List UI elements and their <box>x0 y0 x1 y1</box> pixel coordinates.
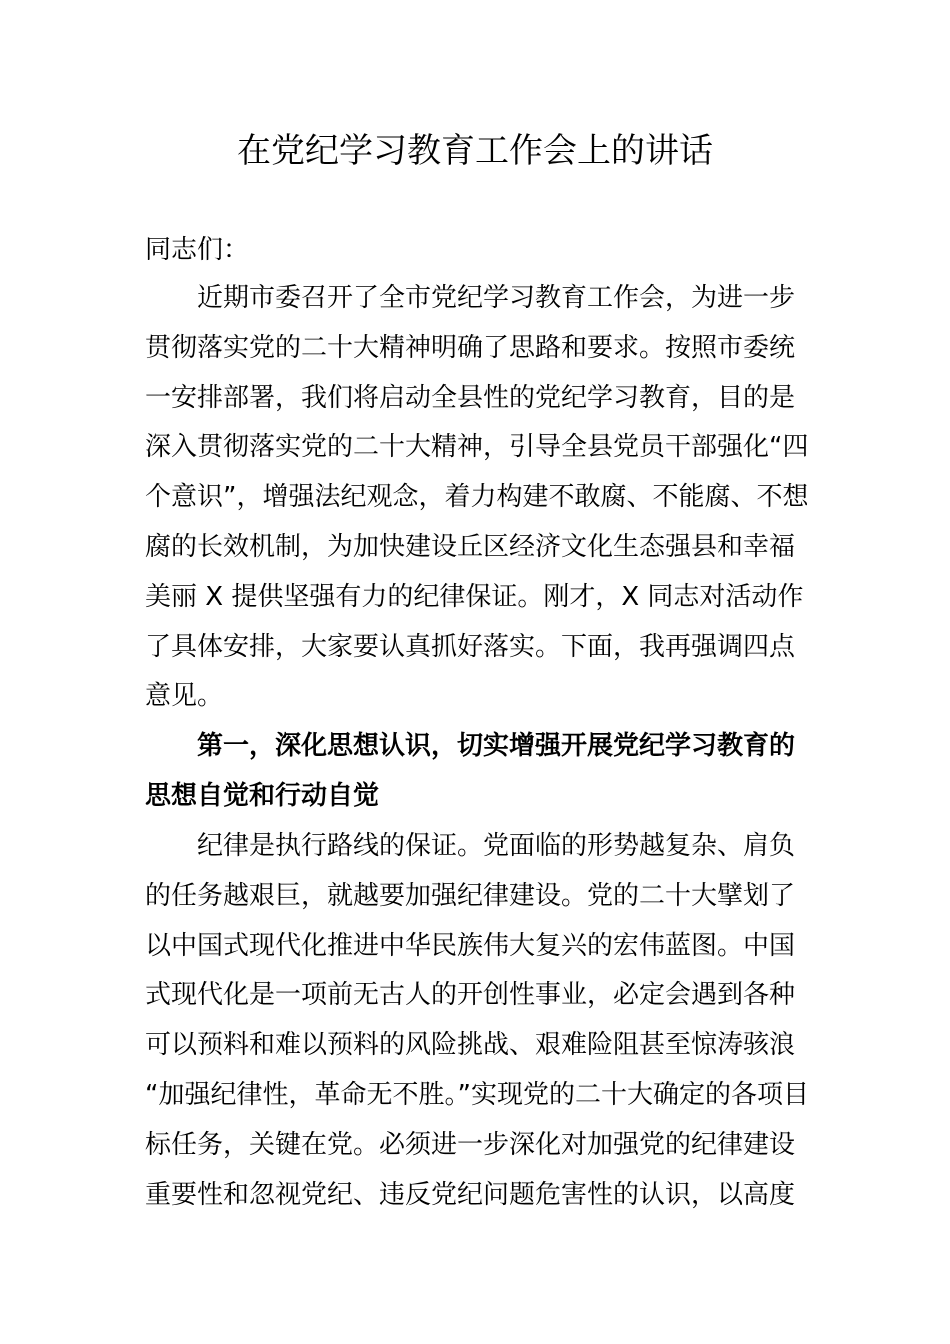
text-line: 的任务越艰巨，就越要加强纪律建设。党的二十大擘划了 <box>145 880 796 911</box>
text-line: 个意识”，增强法纪观念，着力构建不敢腐、不能腐、不想 <box>145 482 809 513</box>
text-line: 意见。 <box>145 681 224 712</box>
text-line: 美丽 X 提供坚强有力的纪律保证。刚才，X 同志对活动作 <box>145 581 804 612</box>
text-line: 贯彻落实党的二十大精神明确了思路和要求。按照市委统 <box>145 332 796 363</box>
text-line: 标任务，关键在党。必须进一步深化对加强党的纪律建设 <box>145 1129 796 1160</box>
document-title: 在党纪学习教育工作会上的讲话 <box>237 131 713 171</box>
section-heading <box>145 722 810 822</box>
text-line: 了具体安排，大家要认真抓好落实。下面，我再强调四点 <box>145 631 796 662</box>
paragraph-discipline <box>145 822 810 1220</box>
heading-line: 第一，深化思想认识，切实增强开展党纪学习教育的 <box>197 731 796 761</box>
text-line: 重要性和忽视党纪、违反党纪问题危害性的认识，以高度 <box>145 1179 796 1210</box>
text-line: 式现代化是一项前无古人的开创性事业，必定会遇到各种 <box>145 980 796 1011</box>
text-line: 近期市委召开了全市党纪学习教育工作会，为进一步 <box>197 283 796 313</box>
paragraph-intro <box>145 274 810 722</box>
salutation: 同志们： <box>145 235 250 265</box>
text-line: “加强纪律性，革命无不胜。”实现党的二十大确定的各项目 <box>145 1079 809 1110</box>
text-line: 以中国式现代化推进中华民族伟大复兴的宏伟蓝图。中国 <box>145 930 796 961</box>
heading-line: 思想自觉和行动自觉 <box>145 780 380 811</box>
text-line: 一安排部署，我们将启动全县性的党纪学习教育，目的是 <box>145 382 796 413</box>
text-line: 纪律是执行路线的保证。党面临的形势越复杂、肩负 <box>197 831 796 861</box>
text-line: 腐的长效机制，为加快建设丘区经济文化生态强县和幸福 <box>145 531 796 562</box>
text-line: 深入贯彻落实党的二十大精神，引导全县党员干部强化“四 <box>145 432 809 463</box>
text-line: 可以预料和难以预料的风险挑战、艰难险阻甚至惊涛骇浪 <box>145 1030 796 1061</box>
